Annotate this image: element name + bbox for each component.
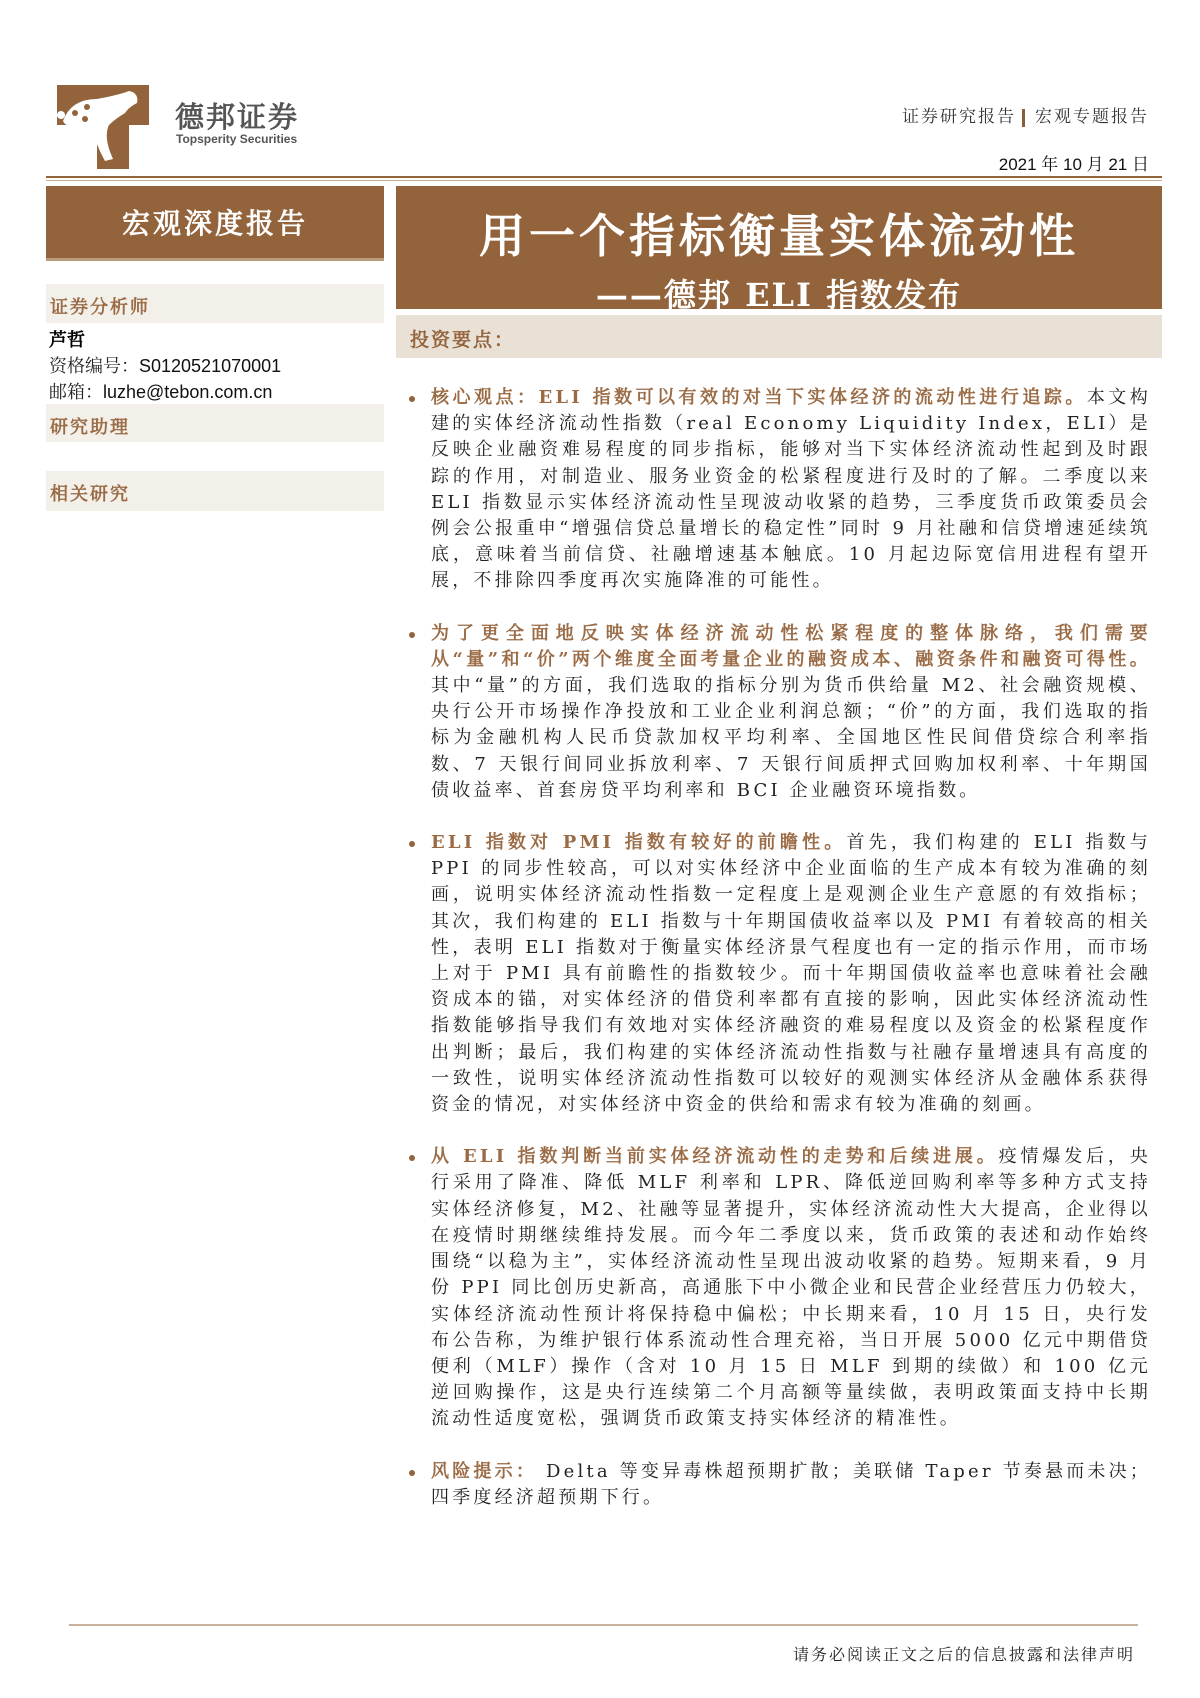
key-points-band: [396, 315, 1162, 358]
footer-disclaimer: 请务必阅读正文之后的信息披露和法律声明: [792, 1645, 1135, 1664]
key-point-body: 首先，我们构建的 ELI 指数与 PPI 的同步性较高，可以对实体经济中企业面临的生产成本有较为准确的刻画，说明实体经济流动性指数一定程度上是观测企业生产意愿的有效指标；其次，我们构建的 ELI 指数与十年期国债收益率以及 PMI 有着较高的相关性，表明 ELI 指数对于衡量实体经济景气程度也有一定的指示作用，而市场上对于 PMI 具有前瞻性的指数较少。而十年期国债收益率也意味着社会融资成本的锚，对实体经济的借贷利率都有直接的影响，因此实体经济流动性指数能够指导我们有效地对实体经济融资的难易程度以及资金的松紧程度作出判断；最后，我们构建的实体经济流动性指数与社融存量增速具有高度的一致性，说明实体经济流动性指数可以较好的观测实体经济从金融体系获得资金的情况，对实体经济中资金的供给和需求有较为准确的刻画。: [431, 832, 1151, 1116]
risk-warning: [431, 1459, 1151, 1511]
bullet-icon: [409, 1155, 415, 1161]
report-title: 用一个指标衡量实体流动性: [479, 209, 1079, 263]
key-points-label: 投资要点：: [410, 329, 516, 351]
key-point-lead: 核心观点：ELI 指数可以有效的对当下实体经济的流动性进行追踪。: [431, 387, 1087, 408]
analyst-name: 芦哲: [49, 330, 85, 351]
key-point-lead: ELI 指数对 PMI 指数有较好的前瞻性。: [431, 832, 847, 854]
assistant-label: 研究助理: [50, 417, 130, 438]
company-logo: [57, 85, 149, 169]
bullet-icon: [409, 632, 415, 638]
email-label: 邮箱：: [49, 382, 103, 403]
header-rule: [46, 176, 1162, 178]
report-date: 2021 年 10 月 21 日: [998, 155, 1149, 174]
related-section-band: [46, 471, 384, 511]
subcategory-label: 宏观专题报告: [1035, 107, 1149, 127]
key-point: [431, 830, 1151, 1118]
category-label: 证券研究报告: [902, 107, 1016, 127]
cert-label: 资格编号：: [49, 356, 139, 377]
key-point-body: 本文构建的实体经济流动性指数（real Economy Liquidity Index，ELI）是反映企业融资难易程度的同步指标，能够对当下实体经济流动性起到及时跟踪的作用，对制造业、服务业资金的松紧程度进行及时的了解。二季度以来 ELI 指数显示实体经济流动性呈现波动收紧的趋势，三季度货币政策委员会例会公报重申“增强信贷总量增长的稳定性”同时 9 月社融和信贷增速延续筑底，意味着当前信贷、社融增速基本触底。10 月起边际宽信用进程有望开展，不排除四季度再次实施降准的可能性。: [431, 387, 1151, 592]
key-point: [431, 385, 1151, 595]
footer-rule: [69, 1624, 1138, 1626]
divider: [1022, 109, 1025, 127]
report-category: [902, 102, 1149, 127]
title-box: [396, 186, 1162, 314]
brand-name-cn: 德邦证券: [175, 100, 300, 134]
bullet-icon: [409, 1470, 415, 1476]
risk-lead: 风险提示：: [431, 1460, 538, 1482]
email-link[interactable]: luzhe@tebon.com.cn: [103, 382, 273, 402]
cert-value: S0120521070001: [139, 356, 282, 376]
key-point: [431, 1144, 1151, 1432]
assistant-section-band: [46, 404, 384, 442]
key-point-lead: 为了更全面地反映实体经济流动性松紧程度的整体脉络，我们需要从“量”和“价”两个维度全面考量企业的融资成本、融资条件和融资可得性。: [431, 622, 1151, 670]
key-point-lead: 从 ELI 指数判断当前实体经济流动性的走势和后续进展。: [431, 1146, 999, 1168]
analyst-cert: [49, 352, 281, 378]
analyst-label: 证券分析师: [50, 297, 150, 318]
key-points-list: [431, 385, 1151, 1537]
brand-name-en: Topsperity Securities: [176, 132, 298, 146]
analyst-email: [49, 378, 272, 404]
report-type-box: 宏观深度报告: [46, 186, 384, 261]
bullet-icon: [409, 396, 415, 402]
risk-body: Delta 等变异毒株超预期扩散；美联储 Taper 节奏悬而未决；四季度经济超预期下行。: [431, 1460, 1152, 1508]
bullet-icon: [409, 841, 415, 847]
report-subtitle: ——德邦 ELI 指数发布: [595, 276, 963, 314]
key-point-body: 疫情爆发后，央行采用了降准、降低 MLF 利率和 LPR、降低逆回购利率等多种方式支持实体经济修复，M2、社融等显著提升，实体经济流动性大大提高，企业得以在疫情时期继续维持发展。而今年二季度以来，货币政策的表述和动作始终围绕“以稳为主”，实体经济流动性呈现出波动收紧的趋势。短期来看，9 月份 PPI 同比创历史新高，高通胀下中小微企业和民营企业经营压力仍较大，实体经济流动性预计将保持稳中偏松；中长期来看，10 月 15 日，央行发布公告称，为维护银行体系流动性合理充裕，当日开展 5000 亿元中期借贷便利（MLF）操作（含对 10 月 15 日 MLF 到期的续做）和 100 亿元逆回购操作，这是央行连续第二个月高额等量续做，表明政策面支持中长期流动性适度宽松，强调货币政策支持实体经济的精准性。: [431, 1146, 1151, 1430]
key-point: [431, 621, 1151, 804]
analyst-section-band: [46, 284, 384, 323]
header-rule-thin: [46, 180, 1162, 181]
key-point-body: 其中“量”的方面，我们选取的指标分别为货币供给量 M2、社会融资规模、央行公开市场操作净投放和工业企业利润总额；“价”的方面，我们选取的指标为金融机构人民币贷款加权平均利率、全国地区性民间借贷综合利率指数、7 天银行间同业拆放利率、7 天银行间质押式回购加权利率、十年期国债收益率、首套房贷平均利率和 BCI 企业融资环境指数。: [431, 675, 1151, 801]
related-label: 相关研究: [50, 484, 130, 505]
